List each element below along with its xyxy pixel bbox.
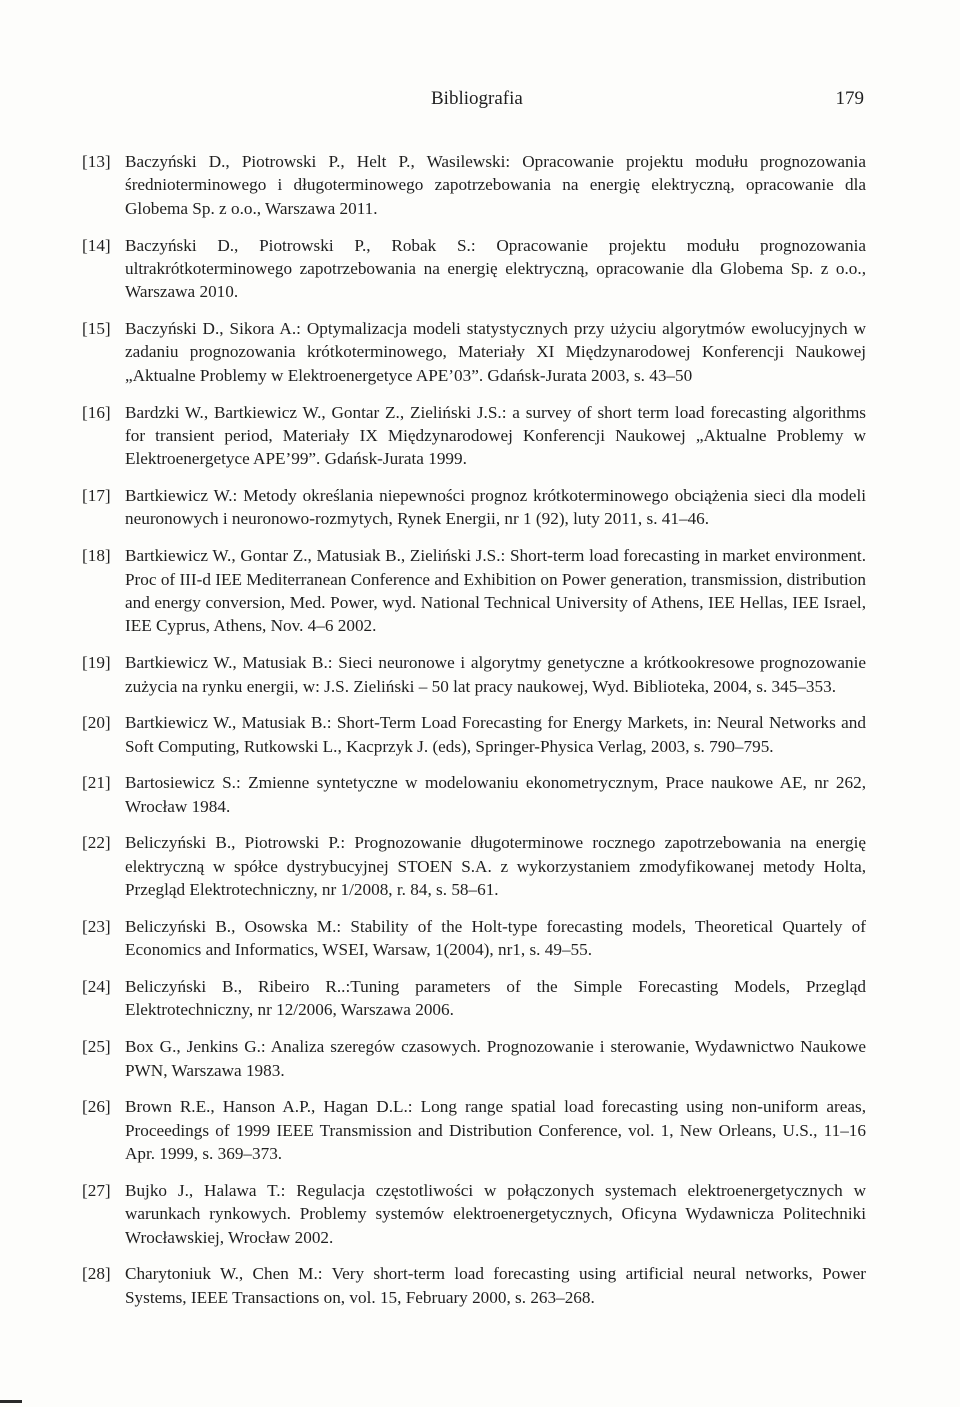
bibliography-entry xyxy=(82,484,866,531)
entry-number: [23] xyxy=(82,916,111,936)
entry-text: Bartkiewicz W., Matusiak B.: Sieci neuronowe i algorytmy genetyczne a krótkookresowe prognozowanie zużycia na rynku energii, w: J.S. Zieliński – 50 lat pracy naukowej, Wyd. Biblioteka, 2004, s. 345–353. xyxy=(125,653,866,696)
bibliography-entry xyxy=(82,1262,866,1309)
entry-text: Bujko J., Halawa T.: Regulacja częstotliwości w połączonych systemach elektroenergetycznych w warunkach rynkowych. Problemy systemów elektroenergetycznych, Oficyna Wydawnicza Politechniki Wrocławskiej, Wrocław 2002. xyxy=(125,1180,866,1247)
entry-number: [13] xyxy=(82,152,111,171)
entry-text: Beliczyński B., Piotrowski P.: Prognozowanie długoterminowe rocznego zapotrzebowania na energię elektryczną w spółce dystrybucyjnej STOEN S.A. z wykorzystaniem zmodyfikowanej metody Holta, Przegląd Elektrotechniczny, nr 1/2008, r. 84, s. 58–61. xyxy=(125,833,866,900)
entry-number: [18] xyxy=(82,546,111,566)
entry-text: Bartkiewicz W.: Metody określania niepewności prognoz krótkoterminowego obciążenia sieci dla modeli neuronowych i neuronowo-rozmytych, Rynek Energii, nr 1 (92), luty 2011, s. 41–46. xyxy=(125,486,866,529)
entry-number: [19] xyxy=(82,653,111,673)
bibliography-entry xyxy=(82,771,866,818)
entry-text: Beliczyński B., Osowska M.: Stability of the Holt-type forecasting models, Theoretical Quartely of Economics and Informatics, WSEI, Warsaw, 1(2004), nr1, s. 49–55. xyxy=(125,916,866,960)
bibliography-entry xyxy=(82,1035,866,1082)
entry-number: [20] xyxy=(82,713,111,733)
bibliography-entry xyxy=(82,831,866,901)
bibliography-list xyxy=(82,150,866,1322)
bibliography-entry xyxy=(82,401,866,471)
page-header xyxy=(82,88,864,118)
entry-number: [26] xyxy=(82,1097,111,1117)
entry-number: [22] xyxy=(82,833,111,853)
entry-number: [25] xyxy=(82,1037,111,1057)
entry-text: Charytoniuk W., Chen M.: Very short-term load forecasting using artificial neural networks, Power Systems, IEEE Transactions on, vol. 15, February 2000, s. 263–268. xyxy=(125,1264,866,1307)
entry-number: [17] xyxy=(82,486,111,506)
entry-number: [28] xyxy=(82,1264,111,1284)
entry-number: [27] xyxy=(82,1180,111,1200)
entry-text: Bartkiewicz W., Matusiak B.: Short-Term Load Forecasting for Energy Markets, in: Neural Networks and Soft Computing, Rutkowski L., Kacprzyk J. (eds), Springer-Physica Verlag, 2003, s. 790–795. xyxy=(125,713,866,756)
bibliography-entry xyxy=(82,1095,866,1165)
entry-number: [21] xyxy=(82,773,111,793)
entry-text: Baczyński D., Sikora A.: Optymalizacja modeli statystycznych przy użyciu algorytmów ewolucyjnych w zadaniu prognozowania krótkoterminowego, Materiały XI Międzynarodowej Konferencji Naukowej „Aktualne Problemy w Elektroenergetyce APE’03”. Gdańsk-Jurata 2003, s. 43–50 xyxy=(125,319,866,385)
bibliography-entry xyxy=(82,711,866,758)
bibliography-entry xyxy=(82,150,866,220)
running-title: Bibliografia xyxy=(431,88,523,109)
entry-text: Baczyński D., Piotrowski P., Robak S.: Opracowanie projektu modułu prognozowania ultrakrótkoterminowego zapotrzebowania na energię elektryczną, opracowanie dla Globema Sp. z o.o., Warszawa 2010. xyxy=(125,235,866,302)
entry-number: [24] xyxy=(82,977,111,997)
entry-text: Bardzki W., Bartkiewicz W., Gontar Z., Zieliński J.S.: a survey of short term load forecasting algorithms for transient period, Materiały IX Międzynarodowej Konferencji Naukowej „Aktualne Problemy w Elektroenergetyce APE’99”. Gdańsk-Jurata 1999. xyxy=(125,402,866,469)
bibliography-entry xyxy=(82,975,866,1022)
scan-corner-mark xyxy=(0,1400,22,1403)
entry-text: Baczyński D., Piotrowski P., Helt P., Wasilewski: Opracowanie projektu modułu prognozowania średnioterminowego i długoterminowego zapotrzebowania na energię elektryczną, opracowanie dla Globema Sp. z o.o., Warszawa 2011. xyxy=(125,152,866,218)
entry-text: Brown R.E., Hanson A.P., Hagan D.L.: Long range spatial load forecasting using non-uniform areas, Proceedings of 1999 IEEE Transmission and Distribution Conference, vol. 1, New Orleans, U.S., 11–16 Apr. 1999, s. 369–373. xyxy=(125,1097,866,1164)
entry-number: [14] xyxy=(82,235,111,255)
entry-number: [15] xyxy=(82,319,111,339)
page-number: 179 xyxy=(835,88,864,109)
bibliography-entry xyxy=(82,317,866,387)
bibliography-entry xyxy=(82,234,866,304)
entry-text: Beliczyński B., Ribeiro R..:Tuning parameters of the Simple Forecasting Models, Przegląd Elektrotechniczny, nr 12/2006, Warszawa 2006. xyxy=(125,977,866,1020)
bibliography-entry xyxy=(82,544,866,638)
bibliography-entry xyxy=(82,651,866,698)
entry-number: [16] xyxy=(82,402,111,422)
bibliography-entry xyxy=(82,1179,866,1249)
entry-text: Box G., Jenkins G.: Analiza szeregów czasowych. Prognozowanie i sterowanie, Wydawnictwo Naukowe PWN, Warszawa 1983. xyxy=(125,1037,866,1080)
entry-text: Bartkiewicz W., Gontar Z., Matusiak B., Zieliński J.S.: Short-term load forecasting in market environment. Proc of III-d IEE Mediterranean Conference and Exhibition on Power generation, transmission, distribution and energy conversion, Med. Power, wyd. National Technical University of Athens, IEE Hellas, IEE Israel, IEE Cyprus, Athens, Nov. 4–6 2002. xyxy=(125,546,866,636)
entry-text: Bartosiewicz S.: Zmienne syntetyczne w modelowaniu ekonometrycznym, Prace naukowe AE, nr 262, Wrocław 1984. xyxy=(125,773,866,816)
bibliography-entry xyxy=(82,915,866,962)
